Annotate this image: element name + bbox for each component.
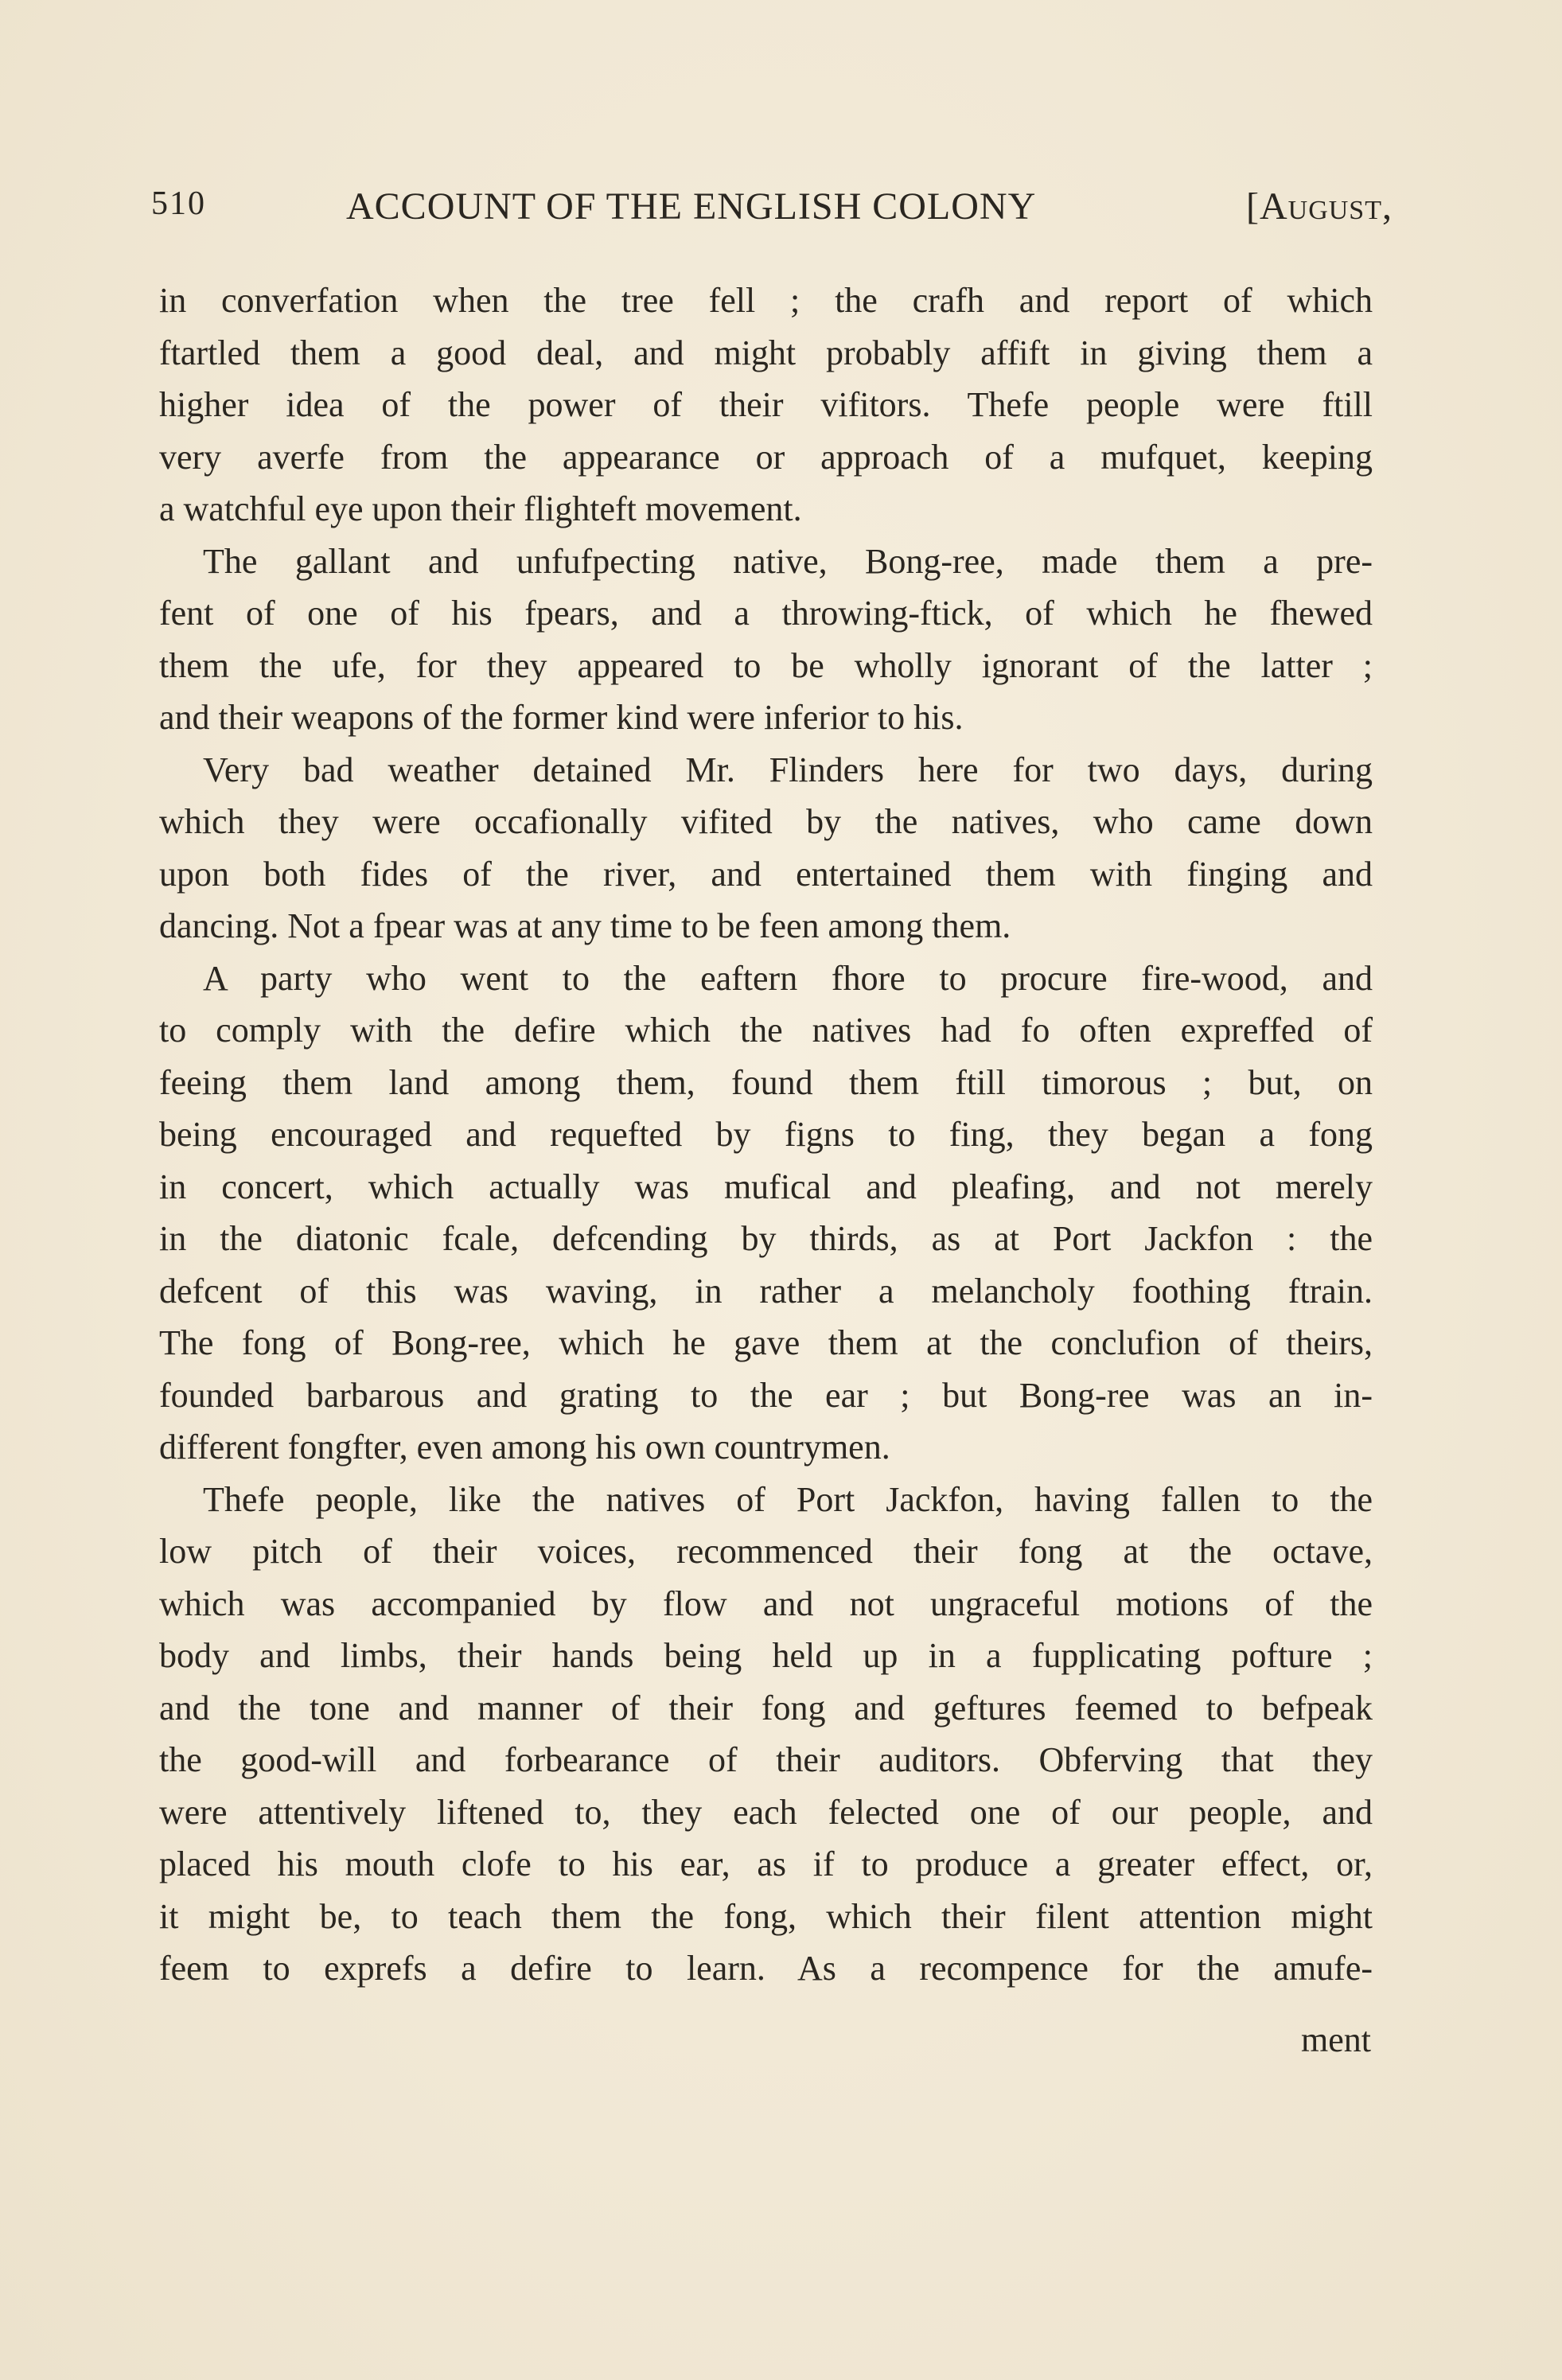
- text-line: them the ufe, for they appeared to be wholly ignorant of the latter ;: [159, 645, 1373, 685]
- text-line: and the tone and manner of their fong and geftures feemed to befpeak: [159, 1688, 1373, 1728]
- text-line: the good-will and forbearance of their auditors. Obferving that they: [159, 1740, 1373, 1779]
- text-line: body and limbs, their hands being held up in a fupplicating pofture ;: [159, 1636, 1373, 1675]
- text-line: it might be, to teach them the fong, which their filent attention might: [159, 1896, 1373, 1936]
- text-line: in the diatonic fcale, defcending by thirds, as at Port Jackfon : the: [159, 1219, 1373, 1258]
- text-line: Very bad weather detained Mr. Flinders here for two days, during: [203, 750, 1373, 789]
- text-line: fent of one of his fpears, and a throwing-ftick, of which he fhewed: [159, 594, 1373, 633]
- catchword: ment: [1301, 2020, 1371, 2059]
- text-line: which they were occafionally vifited by the natives, who came down: [159, 802, 1373, 841]
- running-title: ACCOUNT OF THE ENGLISH COLONY: [346, 185, 1037, 228]
- text-line: a watchful eye upon their flighteft movement.: [159, 489, 802, 528]
- text-line: were attentively liftened to, they each felected one of our people, and: [159, 1792, 1373, 1832]
- text-line: The gallant and unfufpecting native, Bong-ree, made them a pre-: [203, 541, 1373, 581]
- text-line: The fong of Bong-ree, which he gave them at the conclufion of theirs,: [159, 1323, 1373, 1362]
- running-date: [August,: [1246, 185, 1393, 228]
- text-line: different fongfter, even among his own countrymen.: [159, 1428, 890, 1467]
- text-line: low pitch of their voices, recommenced their fong at the octave,: [159, 1532, 1373, 1571]
- text-line: in converfation when the tree fell ; the crafh and report of which: [159, 281, 1373, 320]
- text-line: to comply with the defire which the natives had fo often expreffed of: [159, 1011, 1373, 1050]
- text-line: feeing them land among them, found them ftill timorous ; but, on: [159, 1062, 1373, 1102]
- running-header: [151, 185, 1393, 232]
- page-number: 510: [151, 185, 206, 222]
- text-line: and their weapons of the former kind were inferior to his.: [159, 698, 964, 737]
- text-line: higher idea of the power of their vifitors. Thefe people were ftill: [159, 385, 1373, 424]
- text-line: feem to exprefs a defire to learn. As a recompence for the amufe-: [159, 1949, 1373, 1988]
- text-line: which was accompanied by flow and not ungraceful motions of the: [159, 1583, 1373, 1623]
- text-line: ftartled them a good deal, and might probably affift in giving them a: [159, 333, 1373, 372]
- text-line: founded barbarous and grating to the ear ; but Bong-ree was an in-: [159, 1375, 1373, 1415]
- text-line: A party who went to the eaftern fhore to procure fire-wood, and: [203, 958, 1373, 998]
- body-text: [159, 275, 1373, 1995]
- text-line: very averfe from the appearance or approach of a mufquet, keeping: [159, 437, 1373, 477]
- text-line: Thefe people, like the natives of Port Jackfon, having fallen to the: [203, 1479, 1373, 1519]
- text-line: dancing. Not a fpear was at any time to be feen among them.: [159, 906, 1011, 945]
- text-line: being encouraged and requefted by figns to fing, they began a fong: [159, 1115, 1373, 1154]
- text-line: defcent of this was waving, in rather a melancholy foothing ftrain.: [159, 1271, 1373, 1311]
- text-line: upon both fides of the river, and entertained them with finging and: [159, 854, 1373, 894]
- text-line: in concert, which actually was mufical and pleafing, and not merely: [159, 1167, 1373, 1206]
- text-line: placed his mouth clofe to his ear, as if to produce a greater effect, or,: [159, 1844, 1373, 1883]
